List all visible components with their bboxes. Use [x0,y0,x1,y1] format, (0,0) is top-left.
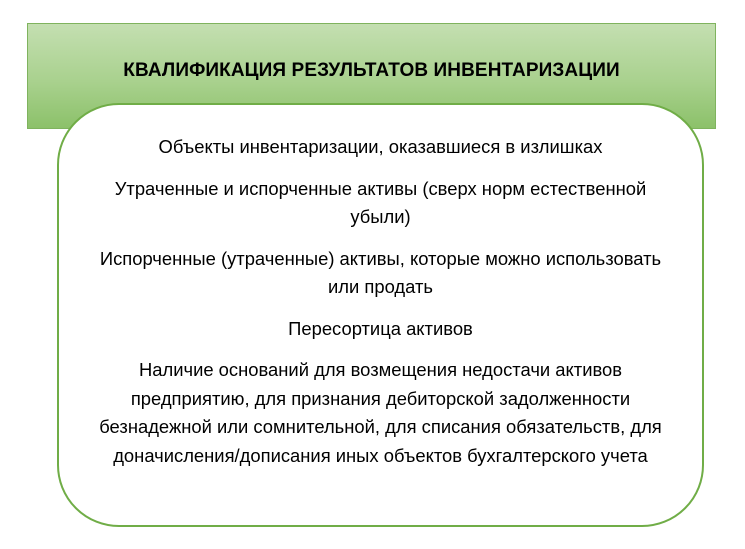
list-item-surplus: Объекты инвентаризации, оказавшиеся в излишках [158,136,603,157]
items-list [93,133,668,470]
content-box [57,103,704,527]
list-item-usable-spoiled: Испорченные (утраченные) активы, которые можно использовать или продать [99,247,662,297]
list-item-grounds: Наличие оснований для возмещения недостачи активов предприятию, для признания дебиторской задолженности безнадежной или сомнительной, для списания обязательств, для доначисления/дописания иных объектов бухгалтерского учета [99,359,662,466]
list-item-lost-spoiled: Утраченные и испорченные активы (сверх норм естественной убыли) [114,177,647,227]
list-item-regrading: Пересортица активов [288,317,473,339]
diagram-title: КВАЛИФИКАЦИЯ РЕЗУЛЬТАТОВ ИНВЕНТАРИЗАЦИИ [123,59,620,81]
